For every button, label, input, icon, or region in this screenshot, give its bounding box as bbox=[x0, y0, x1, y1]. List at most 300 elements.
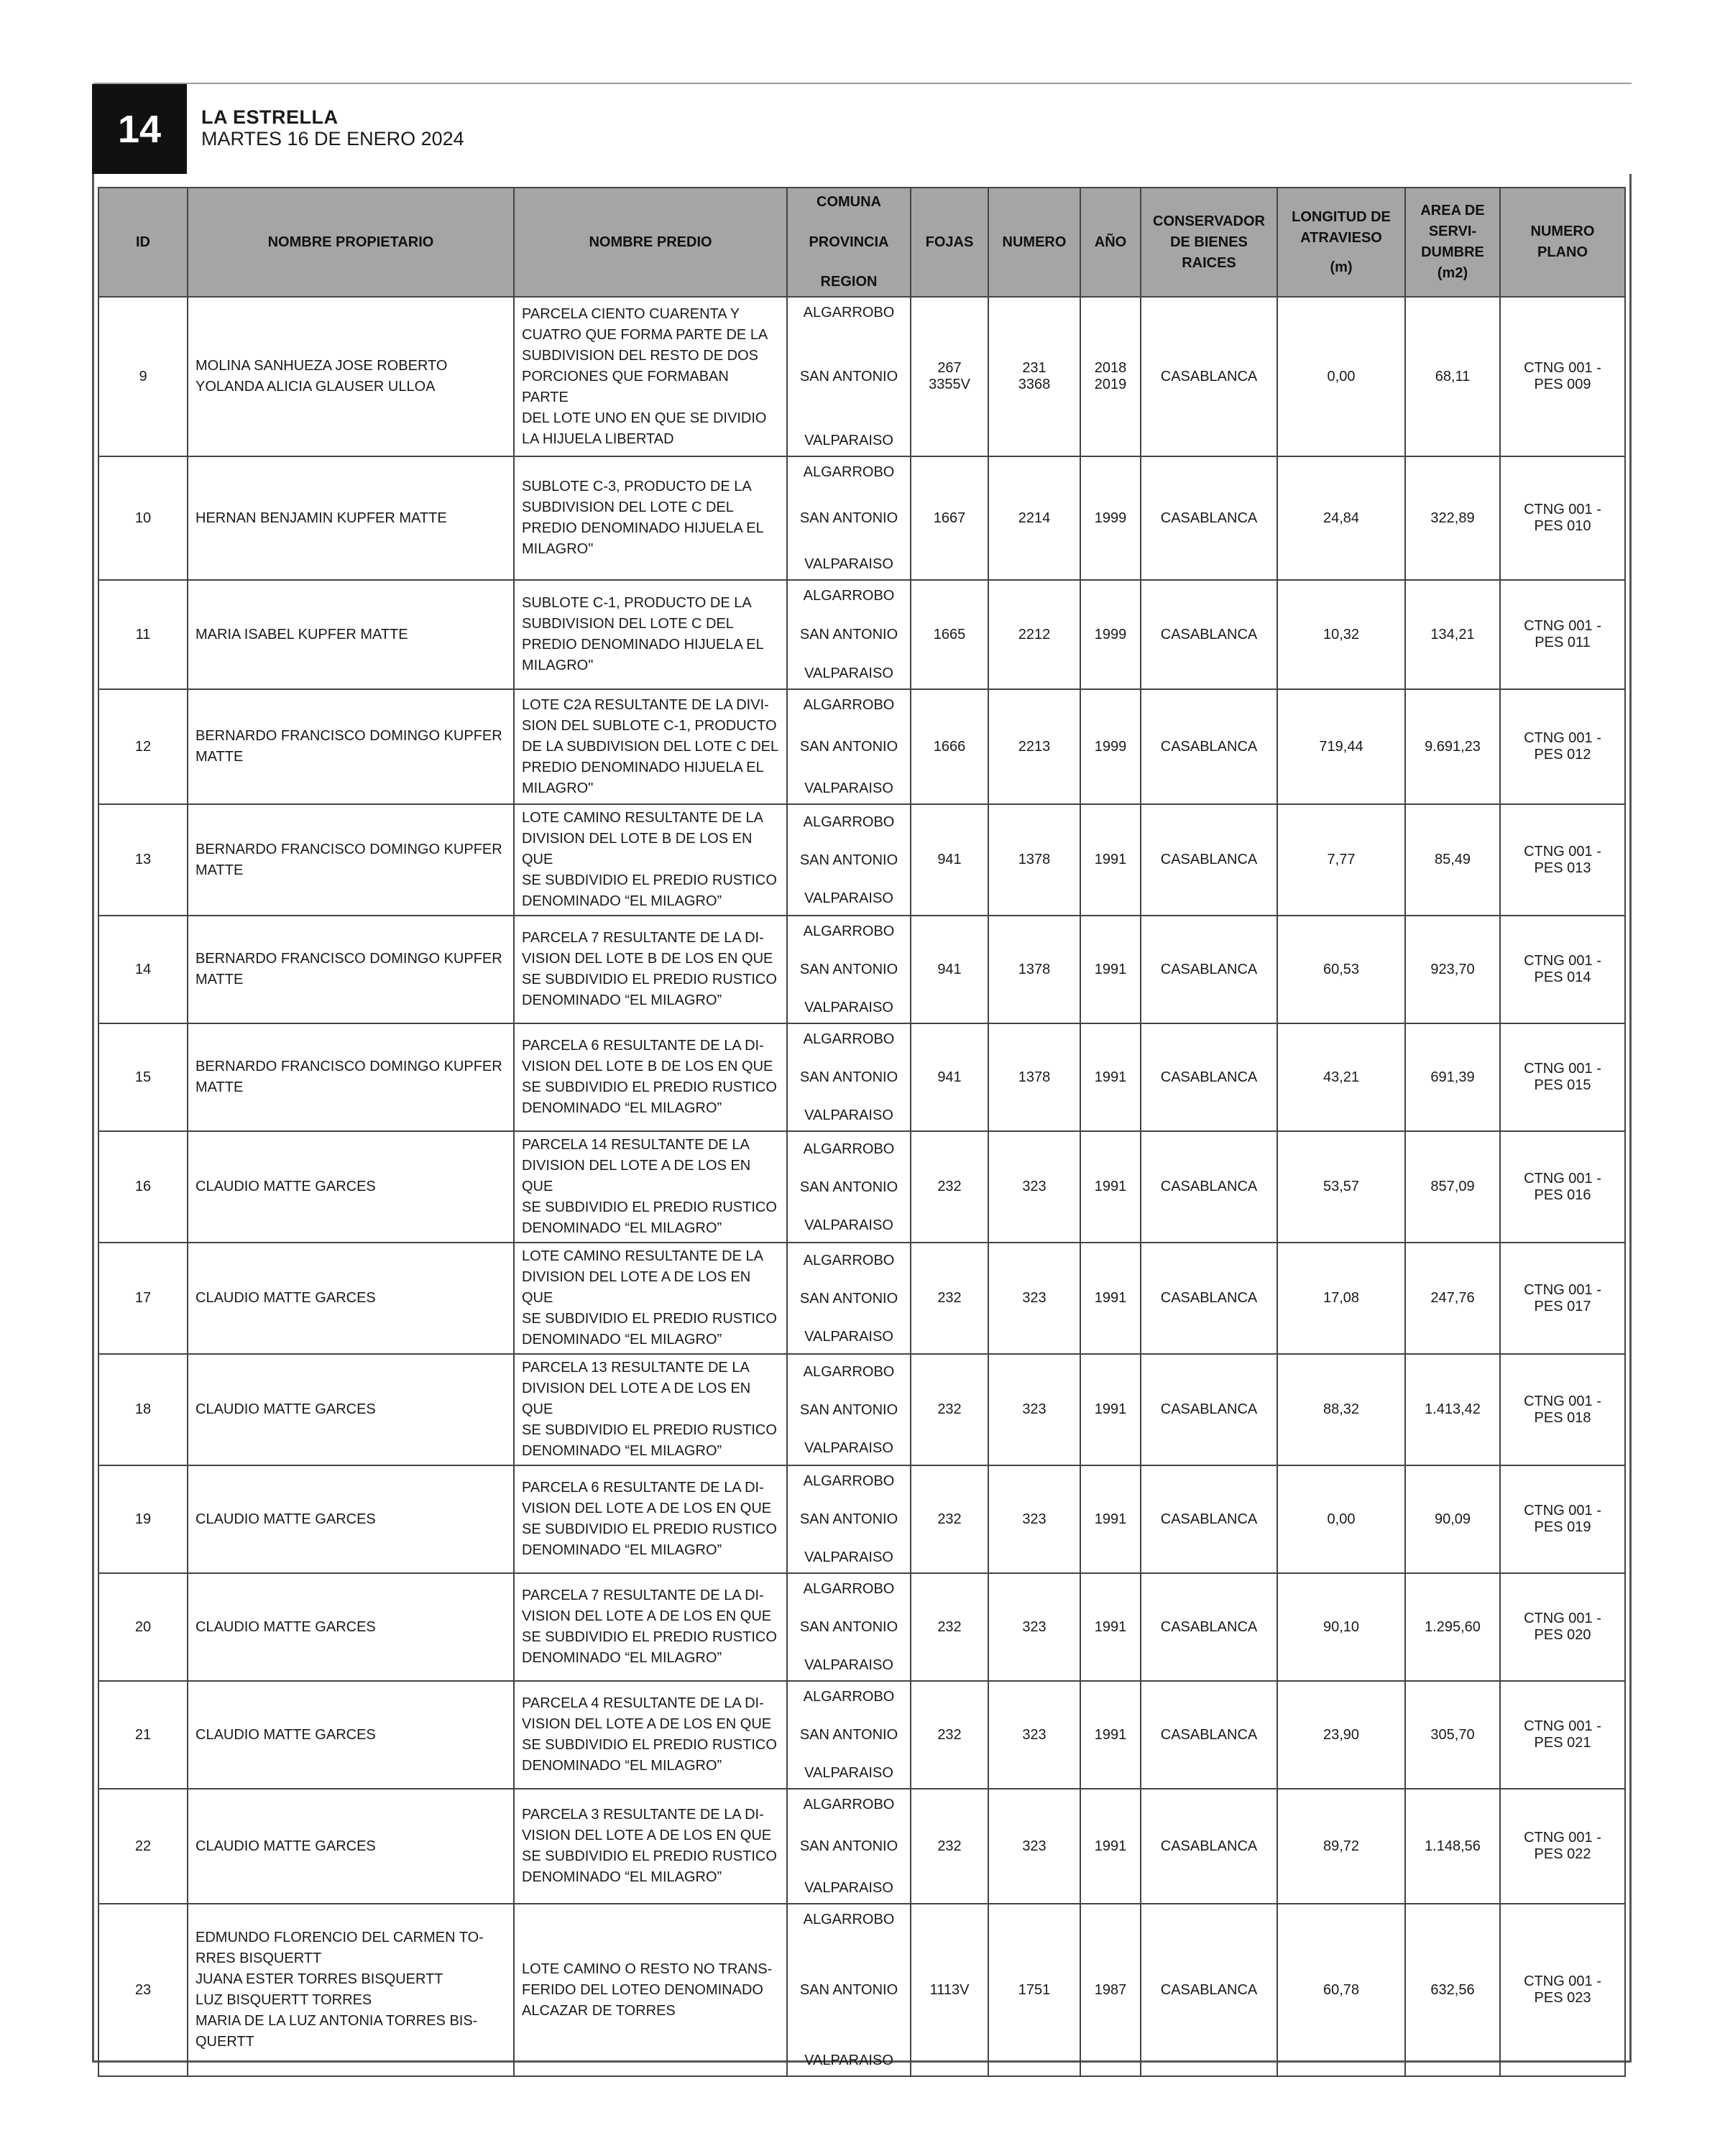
owner-name-cell-line: HERNAN BENJAMIN KUPFER MATTE bbox=[196, 510, 447, 526]
plano-number-cell-line: PES 019 bbox=[1534, 1519, 1591, 1535]
col-header-plano-1: NUMERO bbox=[1530, 224, 1595, 239]
table-row bbox=[98, 297, 1625, 456]
plano-number-cell-line: PES 022 bbox=[1534, 1846, 1591, 1862]
provincia-value: SAN ANTONIO bbox=[799, 962, 898, 977]
estate-name-cell-line: DENOMINADO “EL MILAGRO” bbox=[522, 1100, 722, 1116]
area-cell: 305,70 bbox=[1405, 1681, 1500, 1789]
region-value: VALPARAISO bbox=[804, 1439, 893, 1456]
anio-cell bbox=[1080, 1131, 1141, 1243]
numero-cell-line: 231 bbox=[1022, 360, 1046, 376]
area-cell: 923,70 bbox=[1405, 916, 1500, 1023]
region-value: VALPARAISO bbox=[804, 1657, 893, 1673]
plano-number-cell-line: CTNG 001 - bbox=[1524, 1281, 1601, 1298]
row-id-cell: 16 bbox=[98, 1131, 188, 1243]
region-value: VALPARAISO bbox=[804, 1328, 893, 1345]
owner-name-cell-line: BERNARDO FRANCISCO DOMINGO KUPFER bbox=[196, 951, 502, 967]
estate-name-cell bbox=[514, 1023, 787, 1131]
owner-name-cell-line: BERNARDO FRANCISCO DOMINGO KUPFER bbox=[196, 728, 502, 744]
comuna-value: ALGARROBO bbox=[803, 1473, 895, 1489]
owner-name-cell bbox=[188, 1904, 514, 2076]
estate-name-cell-line: SUBLOTE C-3, PRODUCTO DE LA bbox=[522, 479, 752, 494]
col-header-plano-2: PLANO bbox=[1537, 244, 1588, 260]
publication-name: LA ESTRELLA bbox=[201, 106, 339, 128]
estate-name-cell-line: MILAGRO" bbox=[522, 658, 594, 673]
plano-number-cell-line: CTNG 001 - bbox=[1524, 1061, 1601, 1077]
owner-name-cell-line: EDMUNDO FLORENCIO DEL CARMEN TO- bbox=[196, 1930, 484, 1945]
anio-cell-line: 1991 bbox=[1094, 1618, 1127, 1635]
row-id-cell: 20 bbox=[98, 1573, 188, 1681]
longitud-cell: 7,77 bbox=[1277, 804, 1405, 916]
area-cell: 90,09 bbox=[1405, 1465, 1500, 1573]
row-id-cell: 14 bbox=[98, 916, 188, 1023]
estate-name-cell-line: SE SUBDIVIDIO EL PREDIO RUSTICO bbox=[522, 872, 777, 888]
longitud-cell: 0,00 bbox=[1277, 1465, 1405, 1573]
provincia-value: SAN ANTONIO bbox=[799, 1179, 898, 1195]
anio-cell-line: 1991 bbox=[1094, 1290, 1127, 1306]
numero-cell-line: 1378 bbox=[1018, 1069, 1051, 1085]
location-cell bbox=[787, 1681, 911, 1789]
owner-name-cell bbox=[188, 689, 514, 804]
location-stack bbox=[788, 1026, 910, 1128]
estate-name-cell-line: PARCELA 3 RESULTANTE DE LA DI- bbox=[522, 1807, 764, 1823]
plano-number-cell-line: PES 014 bbox=[1534, 969, 1591, 985]
fojas-cell bbox=[911, 1243, 988, 1354]
location-stack bbox=[788, 583, 910, 686]
estate-name-cell bbox=[514, 1789, 787, 1904]
owner-name-cell-line: BERNARDO FRANCISCO DOMINGO KUPFER bbox=[196, 841, 502, 857]
provincia-value: SAN ANTONIO bbox=[799, 852, 898, 868]
anio-cell-line: 2019 bbox=[1094, 377, 1127, 392]
numero-cell-line: 2212 bbox=[1018, 626, 1051, 642]
estate-name-cell-line: LA HIJUELA LIBERTAD bbox=[522, 430, 674, 447]
numero-cell bbox=[988, 1243, 1080, 1354]
table-row bbox=[98, 916, 1625, 1023]
comuna-value: ALGARROBO bbox=[803, 814, 895, 830]
col-header-area bbox=[1405, 188, 1500, 297]
provincia-value: SAN ANTONIO bbox=[799, 627, 898, 642]
estate-name-cell-line: PARCELA 6 RESULTANTE DE LA DI- bbox=[522, 1480, 764, 1496]
comuna-value: ALGARROBO bbox=[803, 1363, 895, 1380]
location-stack bbox=[788, 692, 910, 801]
fojas-cell-line: 232 bbox=[937, 1511, 962, 1527]
numero-cell bbox=[988, 1354, 1080, 1465]
conservador-cell: CASABLANCA bbox=[1141, 916, 1277, 1023]
plano-number-cell bbox=[1500, 580, 1625, 689]
estate-name-cell bbox=[514, 804, 787, 916]
comuna-value: ALGARROBO bbox=[803, 1689, 895, 1705]
plano-number-cell bbox=[1500, 1465, 1625, 1573]
numero-cell-line: 2213 bbox=[1018, 738, 1051, 755]
col-header-area-3: DUMBRE bbox=[1421, 244, 1484, 260]
estate-name-cell-line: CUATRO QUE FORMA PARTE DE LA bbox=[522, 326, 768, 343]
estate-name-cell bbox=[514, 689, 787, 804]
estate-name-cell-line: SUBDIVISION DEL LOTE C DEL bbox=[522, 616, 734, 632]
owner-name-cell-line: CLAUDIO MATTE GARCES bbox=[196, 1726, 376, 1743]
owner-name-cell bbox=[188, 804, 514, 916]
col-header-location bbox=[787, 188, 911, 297]
plano-number-cell-line: PES 012 bbox=[1534, 747, 1591, 763]
location-stack bbox=[788, 918, 910, 1021]
location-cell bbox=[787, 456, 911, 580]
col-header-conservador-3: RAICES bbox=[1182, 254, 1236, 271]
location-cell bbox=[787, 1465, 911, 1573]
numero-cell-line: 323 bbox=[1022, 1618, 1046, 1635]
estate-name-cell-line: PARCELA 7 RESULTANTE DE LA DI- bbox=[522, 930, 764, 946]
col-header-longitud-1: LONGITUD DE bbox=[1292, 208, 1391, 225]
estate-name-cell-line: VISION DEL LOTE A DE LOS EN QUE bbox=[522, 1608, 772, 1624]
longitud-cell: 90,10 bbox=[1277, 1573, 1405, 1681]
owner-name-cell bbox=[188, 1023, 514, 1131]
numero-cell-line: 323 bbox=[1022, 1290, 1046, 1306]
anio-cell-line: 1991 bbox=[1094, 1838, 1127, 1854]
estate-name-cell-line: PARCELA 14 RESULTANTE DE LA bbox=[522, 1137, 750, 1153]
conservador-cell: CASABLANCA bbox=[1141, 689, 1277, 804]
plano-number-cell-line: PES 018 bbox=[1534, 1409, 1591, 1426]
region-value: VALPARAISO bbox=[804, 665, 893, 681]
location-cell bbox=[787, 1023, 911, 1131]
location-cell bbox=[787, 1131, 911, 1243]
owner-name-cell-line: CLAUDIO MATTE GARCES bbox=[196, 1290, 376, 1306]
estate-name-cell-line: DENOMINADO “EL MILAGRO” bbox=[522, 992, 722, 1008]
plano-number-cell-line: PES 017 bbox=[1534, 1298, 1591, 1314]
row-id-cell: 23 bbox=[98, 1904, 188, 2076]
numero-cell bbox=[988, 1465, 1080, 1573]
col-header-plano bbox=[1500, 188, 1625, 297]
estate-name-cell bbox=[514, 297, 787, 456]
location-stack bbox=[788, 300, 910, 453]
conservador-cell: CASABLANCA bbox=[1141, 1681, 1277, 1789]
numero-cell bbox=[988, 456, 1080, 580]
anio-cell-line: 1999 bbox=[1094, 626, 1127, 642]
row-id-cell: 22 bbox=[98, 1789, 188, 1904]
fojas-cell-line: 941 bbox=[937, 961, 962, 977]
owner-name-cell-line: MOLINA SANHUEZA JOSE ROBERTO bbox=[196, 358, 448, 374]
anio-cell bbox=[1080, 1354, 1141, 1465]
estate-name-cell-line: DENOMINADO “EL MILAGRO” bbox=[522, 1869, 722, 1885]
row-id-cell: 18 bbox=[98, 1354, 188, 1465]
numero-cell bbox=[988, 916, 1080, 1023]
location-stack bbox=[788, 809, 910, 911]
owner-name-cell-line: YOLANDA ALICIA GLAUSER ULLOA bbox=[196, 379, 436, 395]
fojas-cell bbox=[911, 1681, 988, 1789]
estate-name-cell-line: DIVISION DEL LOTE A DE LOS EN QUE bbox=[522, 1269, 751, 1306]
owner-name-cell-line: MARIA ISABEL KUPFER MATTE bbox=[196, 626, 408, 642]
table-row bbox=[98, 1573, 1625, 1681]
estate-name-cell-line: VISION DEL LOTE A DE LOS EN QUE bbox=[522, 1716, 772, 1732]
fojas-cell-line: 267 bbox=[937, 360, 962, 376]
numero-cell-line: 1751 bbox=[1018, 1981, 1051, 1998]
estate-name-cell-line: LOTE C2A RESULTANTE DE LA DIVI- bbox=[522, 696, 769, 713]
plano-number-cell bbox=[1500, 1573, 1625, 1681]
table-row bbox=[98, 1354, 1625, 1465]
estate-name-cell-line: PREDIO DENOMINADO HIJUELA EL bbox=[522, 520, 764, 536]
row-id-cell: 19 bbox=[98, 1465, 188, 1573]
anio-cell-line: 2018 bbox=[1094, 360, 1127, 376]
col-header-provincia: PROVINCIA bbox=[809, 234, 889, 250]
conservador-cell: CASABLANCA bbox=[1141, 580, 1277, 689]
location-stack bbox=[788, 1576, 910, 1678]
anio-cell-line: 1987 bbox=[1094, 1981, 1127, 1998]
conservador-cell: CASABLANCA bbox=[1141, 297, 1277, 456]
region-value: VALPARAISO bbox=[804, 433, 893, 448]
comuna-value: ALGARROBO bbox=[803, 464, 895, 480]
estate-name-cell-line: MILAGRO" bbox=[522, 780, 594, 796]
fojas-cell bbox=[911, 689, 988, 804]
owner-name-cell bbox=[188, 1465, 514, 1573]
plano-number-cell-line: CTNG 001 - bbox=[1524, 502, 1601, 517]
numero-cell-line: 2214 bbox=[1018, 510, 1051, 526]
provincia-value: SAN ANTONIO bbox=[799, 739, 898, 755]
estate-name-cell-line: DENOMINADO “EL MILAGRO” bbox=[522, 1650, 722, 1666]
anio-cell bbox=[1080, 916, 1141, 1023]
estate-name-cell-line: DENOMINADO “EL MILAGRO” bbox=[522, 1443, 722, 1459]
plano-number-cell-line: PES 009 bbox=[1534, 377, 1591, 392]
table-row bbox=[98, 689, 1625, 804]
plano-number-cell-line: CTNG 001 - bbox=[1524, 1503, 1601, 1519]
conservador-cell: CASABLANCA bbox=[1141, 804, 1277, 916]
fojas-cell-line: 232 bbox=[937, 1179, 962, 1194]
longitud-cell: 17,08 bbox=[1277, 1243, 1405, 1354]
estate-name-cell-line: PARCELA 13 RESULTANTE DE LA bbox=[522, 1360, 750, 1376]
plano-number-cell-line: CTNG 001 - bbox=[1524, 1830, 1601, 1846]
estate-name-cell-line: PARCELA CIENTO CUARENTA Y bbox=[522, 305, 740, 322]
col-header-numero: NUMERO bbox=[988, 188, 1080, 297]
col-header-conservador-1: CONSERVADOR bbox=[1153, 213, 1265, 229]
row-id-cell: 17 bbox=[98, 1243, 188, 1354]
owner-name-cell-line: MATTE bbox=[196, 862, 244, 878]
fojas-cell bbox=[911, 1023, 988, 1131]
estate-name-cell-line: DENOMINADO “EL MILAGRO” bbox=[522, 1758, 722, 1774]
fojas-cell-line: 1666 bbox=[933, 738, 966, 755]
plano-number-cell-line: CTNG 001 - bbox=[1524, 618, 1601, 634]
owner-name-cell bbox=[188, 1131, 514, 1243]
plano-number-cell bbox=[1500, 1789, 1625, 1904]
anio-cell-line: 1991 bbox=[1094, 1179, 1127, 1194]
location-cell bbox=[787, 580, 911, 689]
plano-number-cell-line: PES 016 bbox=[1534, 1187, 1591, 1203]
owner-name-cell-line: LUZ BISQUERTT TORRES bbox=[196, 1992, 372, 2008]
anio-cell bbox=[1080, 1023, 1141, 1131]
longitud-cell: 0,00 bbox=[1277, 297, 1405, 456]
estate-name-cell-line: DE LA SUBDIVISION DEL LOTE C DEL bbox=[522, 738, 779, 755]
plano-number-cell bbox=[1500, 804, 1625, 916]
conservador-cell: CASABLANCA bbox=[1141, 1023, 1277, 1131]
location-cell bbox=[787, 1573, 911, 1681]
fojas-cell bbox=[911, 1131, 988, 1243]
location-cell bbox=[787, 689, 911, 804]
owner-name-cell-line: CLAUDIO MATTE GARCES bbox=[196, 1401, 376, 1417]
plano-number-cell bbox=[1500, 1681, 1625, 1789]
area-cell: 632,56 bbox=[1405, 1904, 1500, 2076]
page-number: 14 bbox=[92, 84, 187, 174]
owner-name-cell-line: MATTE bbox=[196, 972, 244, 987]
table-header-row bbox=[98, 188, 1625, 297]
conservador-cell: CASABLANCA bbox=[1141, 1131, 1277, 1243]
numero-cell-line: 323 bbox=[1022, 1726, 1046, 1743]
estate-name-cell-line: LOTE CAMINO RESULTANTE DE LA bbox=[522, 810, 763, 826]
fojas-cell bbox=[911, 297, 988, 456]
plano-number-cell-line: CTNG 001 - bbox=[1524, 360, 1601, 376]
anio-cell bbox=[1080, 1904, 1141, 2076]
region-value: VALPARAISO bbox=[804, 1000, 893, 1015]
region-value: VALPARAISO bbox=[804, 1107, 893, 1123]
location-cell bbox=[787, 297, 911, 456]
comuna-value: ALGARROBO bbox=[803, 1912, 895, 1927]
plano-number-cell bbox=[1500, 1023, 1625, 1131]
conservador-cell: CASABLANCA bbox=[1141, 1465, 1277, 1573]
numero-cell bbox=[988, 297, 1080, 456]
plano-number-cell-line: PES 015 bbox=[1534, 1077, 1591, 1093]
numero-cell-line: 1378 bbox=[1018, 961, 1051, 977]
estate-name-cell-line: SUBLOTE C-1, PRODUCTO DE LA bbox=[522, 595, 752, 611]
longitud-cell: 10,32 bbox=[1277, 580, 1405, 689]
estate-name-cell-line: DENOMINADO “EL MILAGRO” bbox=[522, 893, 722, 909]
col-header-estate: NOMBRE PREDIO bbox=[514, 188, 787, 297]
owner-name-cell-line: MATTE bbox=[196, 749, 244, 765]
anio-cell-line: 1999 bbox=[1094, 738, 1127, 755]
location-cell bbox=[787, 1789, 911, 1904]
numero-cell-line: 323 bbox=[1022, 1401, 1046, 1417]
estate-name-cell bbox=[514, 1681, 787, 1789]
estate-name-cell-line: ALCAZAR DE TORRES bbox=[522, 2002, 676, 2019]
location-stack bbox=[788, 1792, 910, 1901]
owner-name-cell-line: RRES BISQUERTT bbox=[196, 1950, 322, 1966]
area-cell: 134,21 bbox=[1405, 580, 1500, 689]
estate-name-cell-line: LOTE CAMINO RESULTANTE DE LA bbox=[522, 1248, 763, 1264]
numero-cell bbox=[988, 580, 1080, 689]
anio-cell bbox=[1080, 1789, 1141, 1904]
estate-name-cell-line: DIVISION DEL LOTE A DE LOS EN QUE bbox=[522, 1381, 751, 1417]
anio-cell bbox=[1080, 689, 1141, 804]
col-header-owner: NOMBRE PROPIETARIO bbox=[188, 188, 514, 297]
location-cell bbox=[787, 1354, 911, 1465]
owner-name-cell-line: MARIA DE LA LUZ ANTONIA TORRES BIS- bbox=[196, 2013, 478, 2029]
area-cell: 1.295,60 bbox=[1405, 1573, 1500, 1681]
estate-name-cell bbox=[514, 1465, 787, 1573]
estate-name-cell-line: VISION DEL LOTE B DE LOS EN QUE bbox=[522, 1059, 773, 1074]
anio-cell-line: 1991 bbox=[1094, 1511, 1127, 1527]
fojas-cell bbox=[911, 456, 988, 580]
owner-name-cell-line: MATTE bbox=[196, 1079, 244, 1095]
row-id-cell: 13 bbox=[98, 804, 188, 916]
estate-name-cell-line: PREDIO DENOMINADO HIJUELA EL bbox=[522, 759, 764, 775]
plano-number-cell bbox=[1500, 1904, 1625, 2076]
region-value: VALPARAISO bbox=[804, 780, 893, 796]
estate-name-cell-line: DENOMINADO “EL MILAGRO” bbox=[522, 1220, 722, 1236]
col-header-area-2: SERVI- bbox=[1428, 224, 1477, 239]
area-cell: 247,76 bbox=[1405, 1243, 1500, 1354]
area-cell: 68,11 bbox=[1405, 297, 1500, 456]
anio-cell-line: 1991 bbox=[1094, 852, 1127, 867]
row-id-cell: 11 bbox=[98, 580, 188, 689]
anio-cell-line: 1991 bbox=[1094, 1401, 1127, 1417]
estate-name-cell-line: SE SUBDIVIDIO EL PREDIO RUSTICO bbox=[522, 1629, 777, 1645]
estate-name-cell-line: DIVISION DEL LOTE A DE LOS EN QUE bbox=[522, 1158, 751, 1194]
estate-name-cell-line: SUBDIVISION DEL LOTE C DEL bbox=[522, 499, 734, 515]
table-row bbox=[98, 1465, 1625, 1573]
fojas-cell bbox=[911, 916, 988, 1023]
location-stack bbox=[788, 1684, 910, 1786]
fojas-cell-line: 232 bbox=[937, 1290, 962, 1306]
fojas-cell-line: 232 bbox=[937, 1401, 962, 1417]
col-header-conservador-2: DE BIENES bbox=[1170, 234, 1248, 250]
property-registry-table bbox=[98, 187, 1626, 2077]
comuna-value: ALGARROBO bbox=[803, 1797, 895, 1812]
estate-name-cell-line: MILAGRO" bbox=[522, 541, 594, 557]
plano-number-cell-line: CTNG 001 - bbox=[1524, 843, 1601, 860]
provincia-value: SAN ANTONIO bbox=[799, 1838, 898, 1854]
region-value: VALPARAISO bbox=[804, 2053, 893, 2068]
provincia-value: SAN ANTONIO bbox=[799, 369, 898, 384]
comuna-value: ALGARROBO bbox=[803, 1252, 895, 1268]
plano-number-cell-line: CTNG 001 - bbox=[1524, 730, 1601, 746]
location-stack bbox=[788, 1907, 910, 2073]
estate-name-cell-line: LOTE CAMINO O RESTO NO TRANS- bbox=[522, 1961, 773, 1977]
longitud-cell: 89,72 bbox=[1277, 1789, 1405, 1904]
col-header-anio: AÑO bbox=[1080, 188, 1141, 297]
owner-name-cell bbox=[188, 1789, 514, 1904]
longitud-cell: 719,44 bbox=[1277, 689, 1405, 804]
table-row bbox=[98, 1023, 1625, 1131]
plano-number-cell-line: CTNG 001 - bbox=[1524, 953, 1601, 969]
numero-cell bbox=[988, 1131, 1080, 1243]
numero-cell bbox=[988, 1904, 1080, 2076]
plano-number-cell bbox=[1500, 456, 1625, 580]
owner-name-cell bbox=[188, 580, 514, 689]
plano-number-cell-line: CTNG 001 - bbox=[1524, 1718, 1601, 1734]
owner-name-cell-line: QUERTT bbox=[196, 2034, 254, 2050]
provincia-value: SAN ANTONIO bbox=[799, 1727, 898, 1743]
longitud-cell: 23,90 bbox=[1277, 1681, 1405, 1789]
fojas-cell bbox=[911, 1904, 988, 2076]
estate-name-cell bbox=[514, 456, 787, 580]
plano-number-cell-line: PES 020 bbox=[1534, 1627, 1591, 1643]
fojas-cell bbox=[911, 804, 988, 916]
location-cell bbox=[787, 804, 911, 916]
estate-name-cell bbox=[514, 1243, 787, 1354]
fojas-cell-line: 1665 bbox=[933, 626, 966, 642]
numero-cell-line: 323 bbox=[1022, 1179, 1046, 1194]
numero-cell bbox=[988, 689, 1080, 804]
col-header-comuna: COMUNA bbox=[816, 194, 881, 210]
owner-name-cell-line: CLAUDIO MATTE GARCES bbox=[196, 1618, 376, 1635]
table-row bbox=[98, 580, 1625, 689]
conservador-cell: CASABLANCA bbox=[1141, 1789, 1277, 1904]
longitud-cell: 24,84 bbox=[1277, 456, 1405, 580]
plano-number-cell-line: CTNG 001 - bbox=[1524, 1611, 1601, 1626]
col-header-area-4: (m2) bbox=[1437, 265, 1468, 281]
table-row bbox=[98, 804, 1625, 916]
row-id-cell: 12 bbox=[98, 689, 188, 804]
owner-name-cell bbox=[188, 456, 514, 580]
area-cell: 691,39 bbox=[1405, 1023, 1500, 1131]
longitud-cell: 60,78 bbox=[1277, 1904, 1405, 2076]
estate-name-cell-line: PARCELA 6 RESULTANTE DE LA DI- bbox=[522, 1038, 764, 1054]
estate-name-cell-line: SE SUBDIVIDIO EL PREDIO RUSTICO bbox=[522, 1848, 777, 1864]
area-cell: 857,09 bbox=[1405, 1131, 1500, 1243]
owner-name-cell bbox=[188, 297, 514, 456]
estate-name-cell-line: SE SUBDIVIDIO EL PREDIO RUSTICO bbox=[522, 1422, 777, 1438]
owner-name-cell-line: CLAUDIO MATTE GARCES bbox=[196, 1511, 376, 1527]
plano-number-cell bbox=[1500, 916, 1625, 1023]
plano-number-cell bbox=[1500, 1243, 1625, 1354]
conservador-cell: CASABLANCA bbox=[1141, 1354, 1277, 1465]
estate-name-cell-line: PARCELA 4 RESULTANTE DE LA DI- bbox=[522, 1695, 764, 1711]
masthead bbox=[201, 108, 464, 149]
table-row bbox=[98, 1789, 1625, 1904]
table-body bbox=[98, 297, 1625, 2076]
fojas-cell bbox=[911, 1465, 988, 1573]
